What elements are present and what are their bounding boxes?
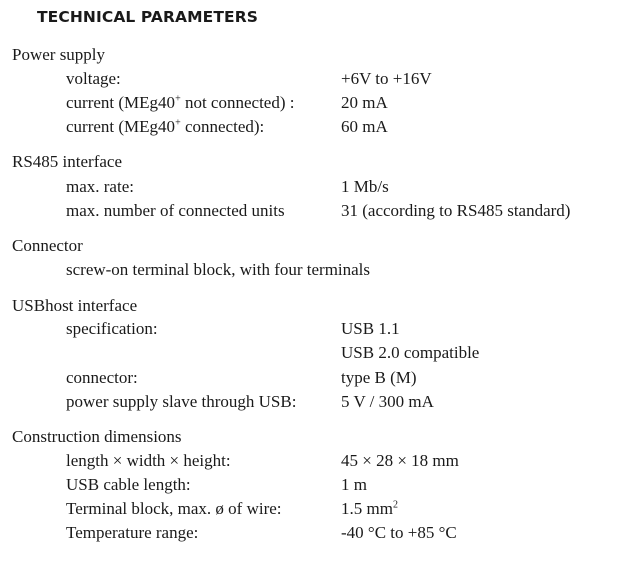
dimensions-label: length × width × height: — [66, 451, 231, 470]
current-not-connected-label-pre: current (MEg40 — [66, 93, 176, 112]
max-rate-value: 1 Mb/s — [341, 177, 389, 196]
usb-connector-label: connector: — [66, 368, 138, 387]
voltage-value: +6V to +16V — [341, 69, 432, 88]
section-heading-rs485: RS485 interface — [12, 152, 122, 171]
specification-value-2: USB 2.0 compatible — [341, 343, 480, 362]
usb-connector-value: type B (M) — [341, 368, 417, 387]
current-not-connected-label-sup: + — [175, 93, 181, 105]
temperature-range-label: Temperature range: — [66, 523, 199, 542]
current-connected-value: 60 mA — [341, 117, 388, 136]
usb-power-value: 5 V / 300 mA — [341, 392, 434, 411]
section-heading-power-supply: Power supply — [12, 45, 106, 64]
current-not-connected-label-post: not connected) : — [180, 93, 295, 112]
current-connected-label — [66, 117, 264, 137]
cable-length-value: 1 m — [341, 475, 367, 494]
max-rate-label: max. rate: — [66, 177, 134, 196]
current-connected-label-pre: current (MEg40 — [66, 117, 176, 136]
current-connected-label-sup: + — [175, 117, 181, 129]
temperature-range-value: -40 °C to +85 °C — [341, 523, 457, 542]
section-heading-construction: Construction dimensions — [12, 427, 182, 446]
terminal-block-value-pre: 1.5 mm — [341, 499, 393, 518]
cable-length-label: USB cable length: — [66, 475, 191, 494]
terminal-block-value-sup: 2 — [392, 499, 398, 511]
specification-value-1: USB 1.1 — [341, 319, 400, 338]
max-units-value: 31 (according to RS485 standard) — [341, 201, 571, 220]
connector-description: screw-on terminal block, with four terminals — [66, 260, 371, 279]
terminal-block-value — [341, 499, 398, 519]
section-heading-usbhost: USBhost interface — [12, 296, 138, 315]
terminal-block-label: Terminal block, max. ø of wire: — [66, 499, 282, 518]
specification-label: specification: — [66, 319, 158, 338]
document-title: TECHNICAL PARAMETERS — [37, 8, 259, 26]
current-not-connected-value: 20 mA — [341, 93, 388, 112]
voltage-label: voltage: — [66, 69, 121, 88]
usb-power-label: power supply slave through USB: — [66, 392, 297, 411]
current-not-connected-label — [66, 93, 294, 113]
current-connected-label-post: connected): — [180, 117, 265, 136]
section-heading-connector: Connector — [12, 236, 83, 255]
dimensions-value: 45 × 28 × 18 mm — [341, 451, 459, 470]
max-units-label: max. number of connected units — [66, 201, 285, 220]
